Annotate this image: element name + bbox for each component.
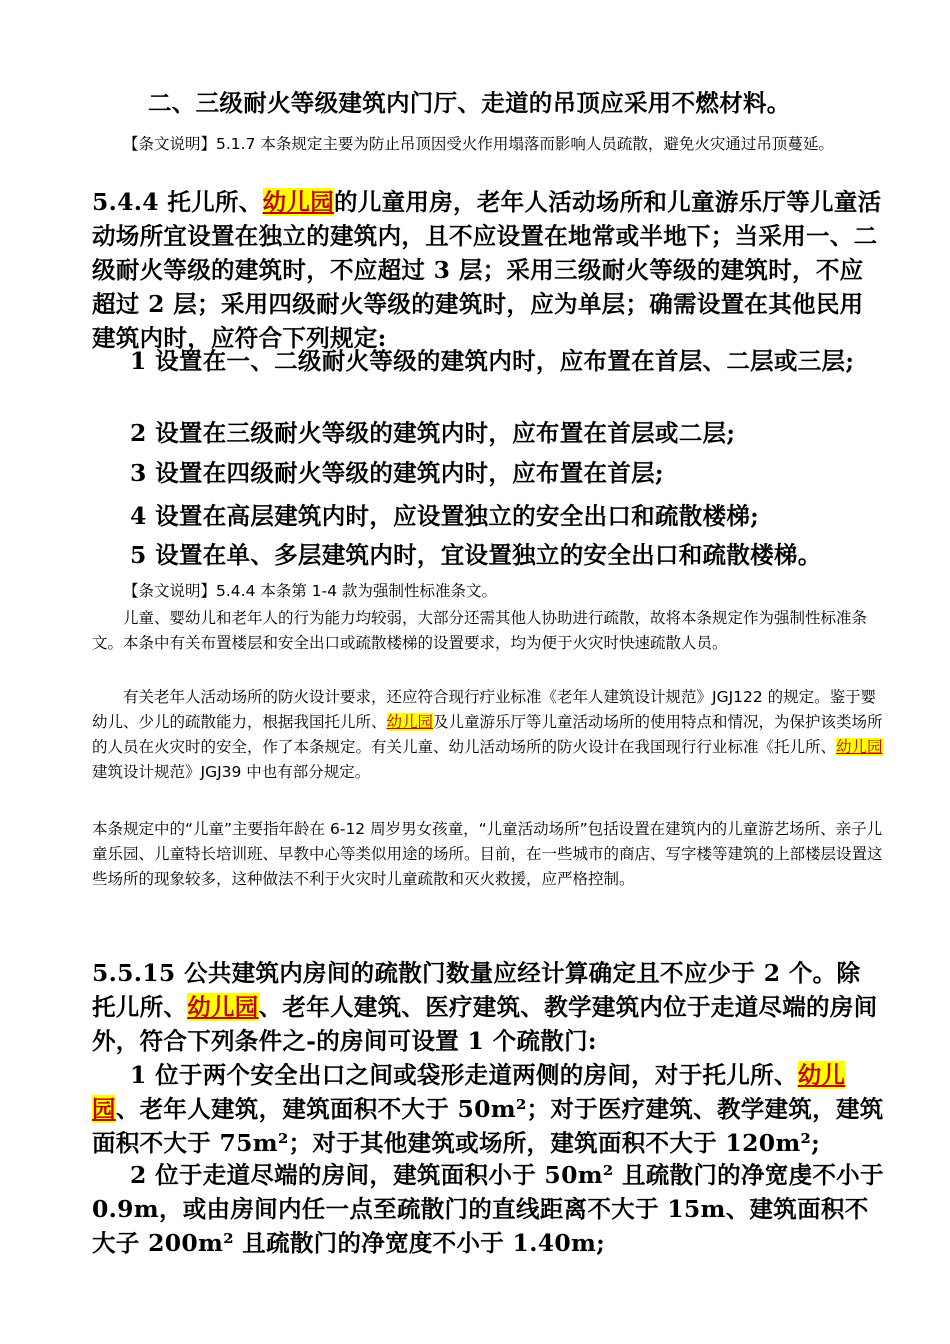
clause-5-4-4-item-3: 3 设置在四级耐火等级的建筑内时，应布置在首层;	[130, 459, 664, 487]
clause-5-4-4-item-5: 5 设置在单、多层建筑内时，宜设置独立的安全出口和疏散楼梯。	[130, 541, 822, 569]
note-paragraph-1: 儿童、婴幼儿和老年人的行为能力均较弱，大部分还需其他人协助进行疏散，故将本条规定作为强制性标准条文。本条中有关布置楼层和安全出口或疏散楼梯的设置要求，均为便于火灾时快速疏散人员。	[92, 609, 868, 652]
clause-line-ceiling: 二、三级耐火等级建筑内门厅、走道的吊顶应采用不燃材料。	[148, 89, 791, 117]
keyword-highlight: 幼儿园	[262, 188, 335, 216]
keyword-highlight: 幼儿园	[836, 738, 883, 756]
clause-5-4-4-item-4: 4 设置在高层建筑内时，应设置独立的安全出口和疏散楼梯;	[130, 502, 760, 530]
clause-5-5-15-item-1: 1 位于两个安全出口之间或袋形走道两侧的房间，对于托儿所、幼儿园、老年人建筑，建筑面积不大于 50m²；对于医疗建筑、教学建筑，建筑面积不大于 75m²；对于其他建筑或场所，建筑面积不大于 120m²;	[92, 1061, 884, 1157]
clause-5-5-15: 5.5.15 公共建筑内房间的疏散门数量应经计算确定且不应少于 2 个。除托儿所、幼儿园、老年人建筑、医疗建筑、教学建筑内位于走道尽端的房间外，符合下列条件之-的房间可设置 1 个疏散门:	[92, 959, 878, 1055]
note-5-4-4: 【条文说明】5.4.4 本条第 1-4 款为强制性标准条文。	[123, 582, 498, 600]
note-paragraph-3: 本条规定中的“儿童”主要指年龄在 6-12 周岁男女孩童，“儿童活动场所”包括设置在建筑内的儿童游艺场所、亲子儿童乐园、儿童特长培训班、早教中心等类似用途的场所。目前，在一些城市的商店、写字楼等建筑的上部楼层设置这些场所的现象较多，这种做法不利于火灾时儿童疏散和灭火救援，应严格控制。	[92, 820, 883, 888]
keyword-highlight: 幼儿园	[92, 1061, 846, 1123]
keyword-highlight: 幼儿园	[187, 993, 259, 1021]
note-paragraph-2: 有关老年人活动场所的防火设计要求，还应符合现行疔业标准《老年人建筑设计规范》JGJ122 的规定。鉴于婴幼儿、少儿的疏散能力，根据我国托儿所、幼儿园及儿童游乐厅等儿童活动场所的使用特点和情况，为保护该类场所的人员在火灾时的安全，作了本条规定。有关儿童、幼儿活动场所的防火设计在我国现行行业标准《托儿所、幼儿园建筑设计规范》JGJ39 中也有部分规定。	[92, 688, 883, 781]
note-5-1-7: 【条文说明】5.1.7 本条规定主要为防止吊顶因受火作用塌落而影响人员疏散，避免火灾通过吊顶蔓延。	[123, 135, 834, 153]
clause-5-5-15-item-2: 2 位于走道尽端的房间，建筑面积小于 50m² 且疏散门的净宽虔不小于 0.9m，或由房间内任一点至疏散门的直线距离不大于 15m、建筑面积不大子 200m² 且疏散门的净宽度不小于 1.40m;	[92, 1161, 884, 1257]
keyword-highlight: 幼儿园	[386, 713, 434, 731]
clause-5-4-4-item-2: 2 设置在三级耐火等级的建筑内时，应布置在首层或二层;	[130, 419, 736, 447]
clause-5-4-4: 5.4.4 托儿所、幼儿园的儿童用房，老年人活动场所和儿童游乐厅等儿童活动场所宜设置在独立的建筑内，且不应设置在地常或半地下；当采用一、二级耐火等级的建筑时，不应超过 3 层；采用三级耐火等级的建筑时，不应超过 2 层；采用四级耐火等级的建筑时，应为单层；确需设置在其他民用建筑内时，应符合下列规定:	[92, 188, 882, 352]
clause-5-4-4-item-1: 1 设置在一、二级耐火等级的建筑内时，应布置在首层、二层或三层;	[130, 347, 855, 375]
